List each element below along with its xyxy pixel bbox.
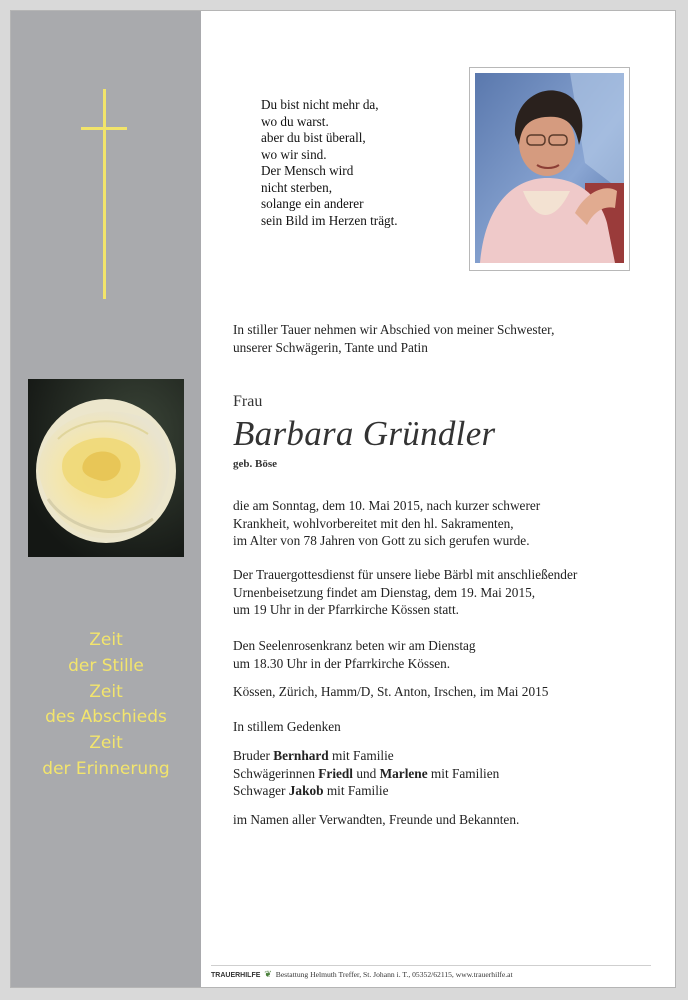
leaf-icon: ❦ bbox=[264, 969, 272, 979]
cross-icon bbox=[81, 89, 129, 301]
mourner-name: Jakob bbox=[288, 783, 324, 798]
mourner-relation: Bruder bbox=[233, 748, 274, 763]
intro-text bbox=[233, 321, 663, 356]
mourner-suffix: mit Familien bbox=[427, 765, 500, 781]
poem-line: nicht sterben, bbox=[261, 179, 333, 195]
places-date-line: Kössen, Zürich, Hamm/D, St. Anton, Irschen, im Mai 2015 bbox=[233, 684, 549, 699]
side-poem-line: Zeit bbox=[89, 733, 123, 754]
mourner-name: Friedl bbox=[318, 765, 354, 781]
funeral-info bbox=[233, 566, 663, 619]
side-poem-line: Zeit bbox=[89, 630, 123, 650]
memorial-poem bbox=[261, 97, 481, 229]
deceased-name: Barbara Gründler bbox=[233, 414, 496, 453]
poem-line: aber du bist überall, bbox=[261, 130, 366, 145]
mourner-line bbox=[233, 765, 663, 783]
mourner-suffix: mit Familie bbox=[328, 748, 394, 763]
side-poem-line: Zeit bbox=[89, 681, 123, 702]
mourners-list bbox=[233, 747, 663, 800]
mourner-relation: Schwägerinnen bbox=[233, 765, 319, 781]
footer-details: Bestattung Helmuth Treffer, St. Johann i. T., 05352/62115, www.trauerhilfe.at bbox=[275, 970, 513, 979]
sidebar bbox=[11, 11, 201, 987]
side-poem-line: des Abschieds bbox=[45, 707, 167, 728]
mourner-line bbox=[233, 747, 663, 765]
rose-image bbox=[28, 379, 184, 557]
side-poem-line: der Stille bbox=[68, 655, 144, 676]
mourner-name: Bernhard bbox=[273, 748, 329, 763]
poem-line: Du bist nicht mehr da, bbox=[261, 97, 379, 112]
obituary-sheet bbox=[10, 10, 676, 988]
poem-line: wo du warst. bbox=[261, 113, 329, 129]
poem-line: solange ein anderer bbox=[261, 196, 364, 211]
rosary-line: um 18.30 Uhr in der Pfarrkirche Kössen. bbox=[233, 655, 451, 671]
death-notice-line: im Alter von 78 Jahren von Gott zu sich gerufen wurde. bbox=[233, 533, 530, 548]
salutation: Frau bbox=[233, 393, 263, 410]
closing-line: im Namen aller Verwandten, Freunde und Bekannten. bbox=[233, 812, 520, 827]
closing-text bbox=[233, 811, 663, 829]
memorial-heading bbox=[233, 718, 663, 736]
side-poem-line: der Erinnerung bbox=[42, 758, 170, 779]
memorial-heading-line: In stillem Gedenken bbox=[233, 719, 341, 734]
poem-line: Der Mensch wird bbox=[261, 163, 354, 178]
mourner-suffix: mit Familie bbox=[323, 783, 389, 798]
mourner-name: Marlene bbox=[379, 765, 428, 781]
death-notice-line: die am Sonntag, dem 10. Mai 2015, nach kurzer schwerer bbox=[233, 498, 541, 513]
side-poem bbox=[11, 628, 201, 783]
death-notice-line: Krankheit, wohlvorbereitet mit den hl. Sakramenten, bbox=[233, 515, 514, 531]
funeral-line: Urnenbeisetzung findet am Dienstag, dem 19. Mai 2015, bbox=[233, 584, 536, 600]
poem-line: wo wir sind. bbox=[261, 146, 327, 162]
mourner-conjunction: und bbox=[353, 765, 380, 781]
places-date bbox=[233, 683, 663, 701]
rosary-line: Den Seelenrosenkranz beten wir am Dienstag bbox=[233, 638, 476, 653]
footer-brand: TRAUERHILFE bbox=[211, 972, 261, 979]
rosary-info bbox=[233, 637, 663, 672]
intro-line: unserer Schwägerin, Tante und Patin bbox=[233, 339, 428, 355]
portrait-photo bbox=[475, 73, 624, 263]
mourner-relation: Schwager bbox=[233, 783, 289, 798]
portrait-frame bbox=[469, 67, 630, 271]
poem-line: sein Bild im Herzen trägt. bbox=[261, 212, 398, 228]
funeral-line: Der Trauergottesdienst für unsere liebe Bärbl mit anschließender bbox=[233, 567, 578, 582]
maiden-name: geb. Böse bbox=[233, 458, 277, 470]
death-notice bbox=[233, 497, 663, 550]
intro-line: In stiller Tauer nehmen wir Abschied von meiner Schwester, bbox=[233, 322, 555, 337]
mourner-line bbox=[233, 782, 663, 800]
funeral-line: um 19 Uhr in der Pfarrkirche Kössen statt. bbox=[233, 602, 459, 617]
footer bbox=[211, 965, 651, 980]
